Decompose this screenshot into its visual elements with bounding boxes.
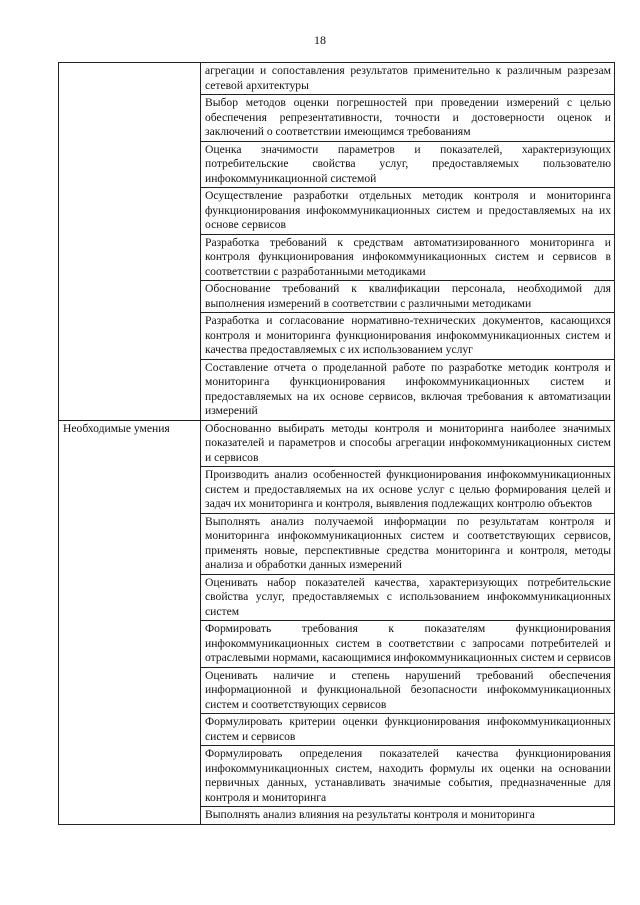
requirement-text: агрегации и сопоставления результатов применительно к различным разрезам сетевой архитектуры	[201, 63, 615, 95]
requirement-text: Обоснование требований к квалификации персонала, необходимой для выполнения измерений в соответствии с различными методиками	[201, 281, 615, 313]
section-label	[59, 63, 201, 421]
requirement-text: Производить анализ особенностей функционирования инфокоммуникационных систем и предоставляемых на их основе услуг с целью формирования целей и задач их мониторинга и контроля, выявления подлежащих контролю объектов	[201, 467, 615, 514]
requirement-text: Выбор методов оценки погрешностей при проведении измерений с целью обеспечения репрезентативности, точности и достоверности оценок и заключений о соответствии имеющимся требованиям	[201, 95, 615, 142]
requirement-text: Формулировать критерии оценки функционирования инфокоммуникационных систем и сервисов	[201, 714, 615, 746]
table-row	[59, 420, 615, 467]
requirement-text: Оценивать набор показателей качества, характеризующих потребительские свойства услуг, предоставляемых с использованием инфокоммуникационных систем	[201, 574, 615, 621]
page-number: 18	[314, 33, 326, 47]
requirement-text: Оценивать наличие и степень нарушений требований обеспечения информационной и функциональной безопасности инфокоммуникационных систем и соответствующих сервисов	[201, 667, 615, 714]
requirement-text: Разработка требований к средствам автоматизированного мониторинга и контроля функционирования инфокоммуникационных систем и сервисов в соответствии с разработанными методиками	[201, 234, 615, 281]
table-row	[59, 63, 615, 95]
requirement-text: Выполнять анализ получаемой информации по результатам контроля и мониторинга инфокоммуникационных систем и соответствующих сервисов, применять новые, перспективные средства мониторинга и контроля, методы анализа и обработки данных измерений	[201, 513, 615, 574]
requirement-text: Осуществление разработки отдельных методик контроля и мониторинга функционирования инфокоммуникационных систем и предоставляемых на их основе сервисов	[201, 188, 615, 235]
requirement-text: Оценка значимости параметров и показателей, характеризующих потребительские свойства услуг, предоставляемых пользователю инфокоммуникационной системой	[201, 141, 615, 188]
requirement-text: Формировать требования к показателям функционирования инфокоммуникационных систем в соответствии с запросами потребителей и отраслевыми нормами, касающимися инфокоммуникационных систем и сервисов	[201, 621, 615, 668]
requirement-text: Выполнять анализ влияния на результаты контроля и мониторинга	[201, 807, 615, 825]
requirement-text: Составление отчета о проделанной работе по разработке методик контроля и мониторинга функционирования инфокоммуникационных систем и предоставляемых на их основе сервисов, включая требования к автоматизации измерений	[201, 359, 615, 420]
section-label: Необходимые умения	[59, 420, 201, 824]
requirement-text: Формулировать определения показателей качества функционирования инфокоммуникационных систем, находить формулы их оценки на основании первичных данных, устанавливать значимые события, предназначенные для контроля и мониторинга	[201, 746, 615, 807]
requirement-text: Разработка и согласование нормативно-технических документов, касающихся контроля и мониторинга функционирования инфокоммуникационных систем и качества предоставляемых с их использованием услуг	[201, 313, 615, 360]
requirements-table	[58, 62, 615, 825]
requirement-text: Обоснованно выбирать методы контроля и мониторинга наиболее значимых показателей и параметров и способы агрегации инфокоммуникационных систем и сервисов	[201, 420, 615, 467]
